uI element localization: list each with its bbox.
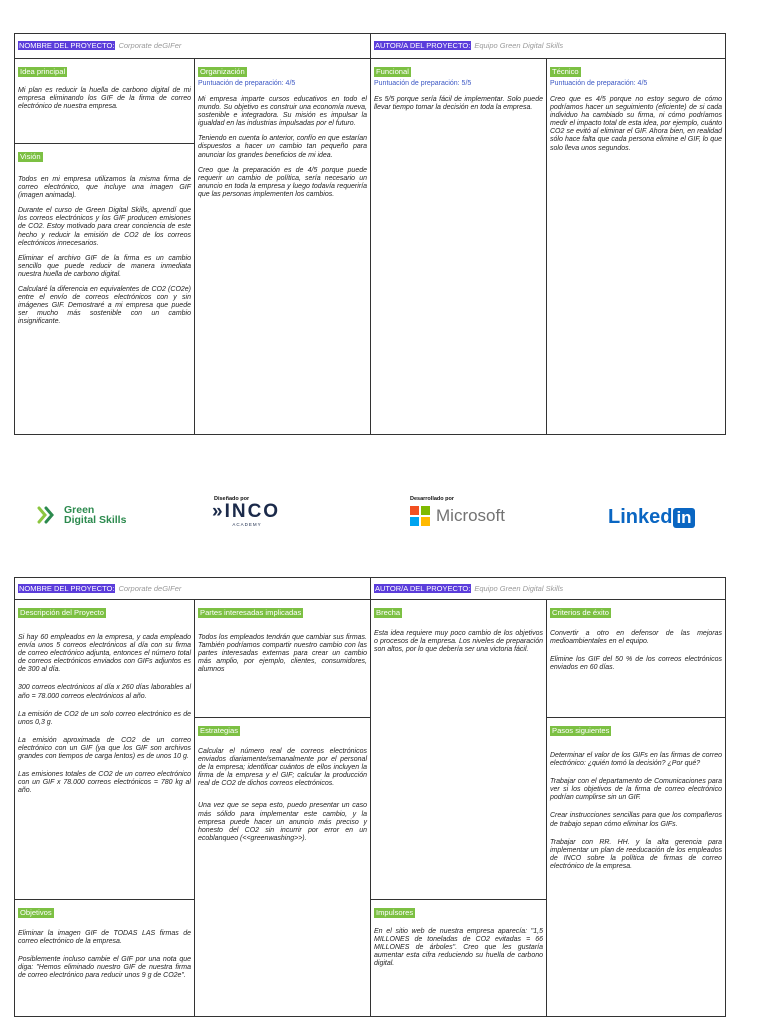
section-paragraph: Eliminar el archivo GIF de la firma es un cambio sencillo que puede reducir de manera inmediata nuestra huella de carbono digital.	[18, 254, 191, 278]
pasos-siguientes-section	[547, 718, 725, 1016]
section-paragraph: Convertir a otro en defensor de las mejoras medioambientales en el equipo.	[550, 630, 722, 646]
vision-section	[15, 144, 195, 434]
section-paragraph: Posiblemente incluso cambie el GIF por una nota que diga: "Hemos eliminado nuestro GIF de nuestra firma de correo electrónico para reducir unos 9 g de CO2e".	[18, 956, 191, 980]
section-paragraph: Mi empresa imparte cursos educativos en todo el mundo. Su objetivo es construir una economía nueva, sostenible e integradora. Su misión es impulsar la igualdad en las industrias impulsadas por el futuro.	[198, 96, 367, 128]
top-canvas	[14, 33, 726, 435]
section-tag: Pasos siguientes	[552, 726, 610, 735]
brecha-section	[371, 600, 547, 900]
green-digital-skills-logo	[36, 504, 126, 526]
linkedin-logo	[608, 506, 695, 529]
section-paragraph: Creo que es 4/5 porque no estoy seguro de cómo podríamos hacer un seguimiento (eficiente) de si cada individuo ha cambiado su firma, ni cómo podríamos medir el impacto total de esta idea, por ejemplo, cuánto CO2 se evitó al eliminar el GIF. Ahora bien, en realidad sólo hace falta que cada persona elimine el GIF, lo que solo lleva unos segundos.	[550, 96, 722, 152]
gds-line1: Green	[64, 504, 95, 516]
section-paragraph: Teniendo en cuenta lo anterior, confío en que estarían dispuestos a hacer un cambio tan pequeño para anunciar los grandes beneficios de mi idea.	[198, 135, 367, 159]
section-paragraph: Elimine los GIF del 50 % de los correos electrónicos enviados en 60 días.	[550, 656, 722, 672]
project-name-label: NOMBRE DEL PROYECTO:	[19, 584, 115, 593]
inco-name: »INCO	[212, 501, 281, 522]
project-name-label: NOMBRE DEL PROYECTO:	[19, 41, 115, 50]
section-paragraph: Calcular el número real de correos electrónicos enviados diariamente/semanalmente por el personal de la empresa; identificar cuántos de ellos incluyen la firma de la empresa y el GIF; calcular la producción real de CO2 de dichos correos electrónicos.	[198, 748, 367, 788]
section-paragraph: Esta idea requiere muy poco cambio de los objetivos o procesos de la empresa. Los niveles de preparación son altos, por lo que debería ser una victoria fácil.	[374, 630, 543, 654]
section-tag: Descripción del Proyecto	[20, 608, 104, 617]
section-tag: Organización	[200, 67, 245, 76]
project-name-value: Corporate deGIFer	[118, 584, 182, 593]
idea-principal-section	[15, 59, 195, 144]
section-tag: Criterios de éxito	[552, 608, 609, 617]
bottom-canvas	[14, 577, 726, 1017]
section-paragraph: La emisión de CO2 de un solo correo electrónico es de unos 0,3 g.	[18, 710, 191, 726]
section-paragraph: Trabajar con RR. HH. y la alta gerencia para implementar un plan de reeducación de los empleados de INCO sobre la política de firmas de correo electrónico de la empresa.	[550, 838, 722, 870]
section-paragraph: Creo que la preparación es de 4/5 porque puede requerir un cambio de política, sería necesario un anuncio en toda la empresa y luego todavía requeriría que las personas implementen los cambios.	[198, 166, 367, 198]
gds-line2: Digital Skills	[64, 514, 127, 526]
section-tag: Visión	[20, 152, 41, 161]
descripcion-section	[15, 600, 195, 900]
section-paragraph: Determinar el valor de los GIFs en las firmas de correo electrónico: ¿quién tomó la decisión? ¿Por qué?	[550, 752, 722, 768]
section-tag: Impulsores	[376, 908, 414, 917]
top-project-name-cell	[15, 34, 371, 59]
developed-by-label: Desarrollado por	[410, 496, 455, 502]
section-paragraph: Mi plan es reducir la huella de carbono digital de mi empresa eliminando los GIF de la firma de correo electrónico de nuestra empresa.	[18, 87, 191, 111]
project-name-value: Corporate deGIFer	[118, 41, 182, 50]
section-tag: Idea principal	[20, 67, 66, 76]
section-paragraph: Si hay 60 empleados en la empresa, y cada empleado envía unos 5 correos electrónicos al día con su firma de correo electrónico adjunta, entonces el número total de correos electrónicos enviados con GIFs adjuntos es de 300 al día.	[18, 634, 191, 674]
author-value: Equipo Green Digital Skills	[474, 584, 564, 593]
linkedin-name: Linked	[608, 506, 673, 528]
author-value: Equipo Green Digital Skills	[474, 41, 564, 50]
partes-interesadas-section	[195, 600, 371, 718]
section-paragraph: Durante el curso de Green Digital Skills, aprendí que los correos electrónicos y los GIF producen emisiones de CO2. Estoy motivado para crear conciencia de este hecho y reducir la emisión de CO2 de los correos electrónicos innecesarios.	[18, 207, 191, 247]
estrategias-section	[195, 718, 371, 1016]
section-paragraph: Calcularé la diferencia en equivalentes de CO2 (CO2e) entre el envío de correos electrónicos con y sin imágenes GIF. Demostraré a mi empresa que puede ser mucho más sostenible con un cambio insignificante.	[18, 286, 191, 326]
linkedin-in-badge: in	[673, 508, 694, 528]
section-tag: Partes interesadas implicadas	[200, 608, 302, 617]
section-paragraph: La emisión aproximada de CO2 de un correo electrónico con un GIF (ya que los GIF son archivos grandes con tiempos de carga lentos) es de unos 10 g.	[18, 736, 191, 761]
readiness-score: Puntuación de preparación: 5/5	[374, 80, 472, 87]
designed-by-label: Diseñado por	[214, 496, 250, 502]
bottom-project-name-cell	[15, 578, 371, 600]
inco-academy-label: ACADEMY	[232, 522, 262, 527]
section-tag: Estrategias	[200, 726, 238, 735]
section-paragraph: 300 correos electrónicos al día x 260 días laborables al año = 78.000 correos electrónicos al año.	[18, 684, 191, 700]
readiness-score: Puntuación de preparación: 4/5	[550, 80, 648, 87]
author-label: AUTOR/A DEL PROYECTO:	[375, 41, 471, 50]
author-label: AUTOR/A DEL PROYECTO:	[375, 584, 471, 593]
organizacion-section	[195, 59, 371, 434]
inco-logo	[212, 496, 282, 527]
section-paragraph: Es 5/5 porque sería fácil de implementar. Solo puede llevar tiempo tomar la decisión en toda la empresa.	[374, 96, 543, 112]
partner-logos	[0, 490, 768, 540]
bottom-author-cell	[371, 578, 725, 600]
tecnico-section	[547, 59, 725, 434]
section-paragraph: En el sitio web de nuestra empresa aparecía: "1,5 MILLONES de toneladas de CO2 evitadas = 66 MILLONES de árboles". Creo que les gustaría aumentar esta cifra reduciendo su huella de carbono digital.	[374, 928, 543, 968]
readiness-score: Puntuación de preparación: 4/5	[198, 80, 296, 87]
microsoft-name: Microsoft	[436, 506, 505, 525]
section-paragraph: Crear instrucciones sencillas para que los compañeros de trabajo sepan cómo eliminar los GIFs.	[550, 812, 722, 828]
section-paragraph: Eliminar la imagen GIF de TODAS LAS firmas de correo electrónico de la empresa.	[18, 930, 191, 946]
section-tag: Funcional	[376, 67, 409, 76]
criterios-exito-section	[547, 600, 725, 718]
section-tag: Técnico	[552, 67, 579, 76]
section-paragraph: Todos los empleados tendrán que cambiar sus firmas. También podríamos compartir nuestro cambio con las partes interesadas externas para crear un cambio más amplio, por ejemplo, clientes, consumidores, alumnos	[198, 634, 367, 674]
section-paragraph: Trabajar con el departamento de Comunicaciones para ver si los objetivos de la firma de correo electrónico podrían cumplirse sin un GIF.	[550, 778, 722, 802]
microsoft-logo	[410, 496, 505, 526]
section-tag: Brecha	[376, 608, 401, 617]
section-paragraph: Las emisiones totales de CO2 de un correo electrónico con un GIF x 78.000 correos electrónicos = 780 kg al año.	[18, 771, 191, 795]
section-tag: Objetivos	[20, 908, 52, 917]
leaf-arrows-icon	[36, 504, 58, 526]
section-paragraph: Una vez que se sepa esto, puedo presentar un caso más sólido para implementar este cambio, y la empresa puede hacer un anuncio más preciso y honesto del CO2 sin incurrir por error en un ecoblanqueo (<<greenwashing>>).	[198, 802, 367, 842]
top-author-cell	[371, 34, 725, 59]
section-paragraph: Todos en mi empresa utilizamos la misma firma de correo electrónico, que incluye una imagen GIF (imagen animada).	[18, 176, 191, 200]
funcional-section	[371, 59, 547, 434]
microsoft-windows-icon	[410, 506, 430, 526]
impulsores-section	[371, 900, 547, 1016]
objetivos-section	[15, 900, 195, 1016]
